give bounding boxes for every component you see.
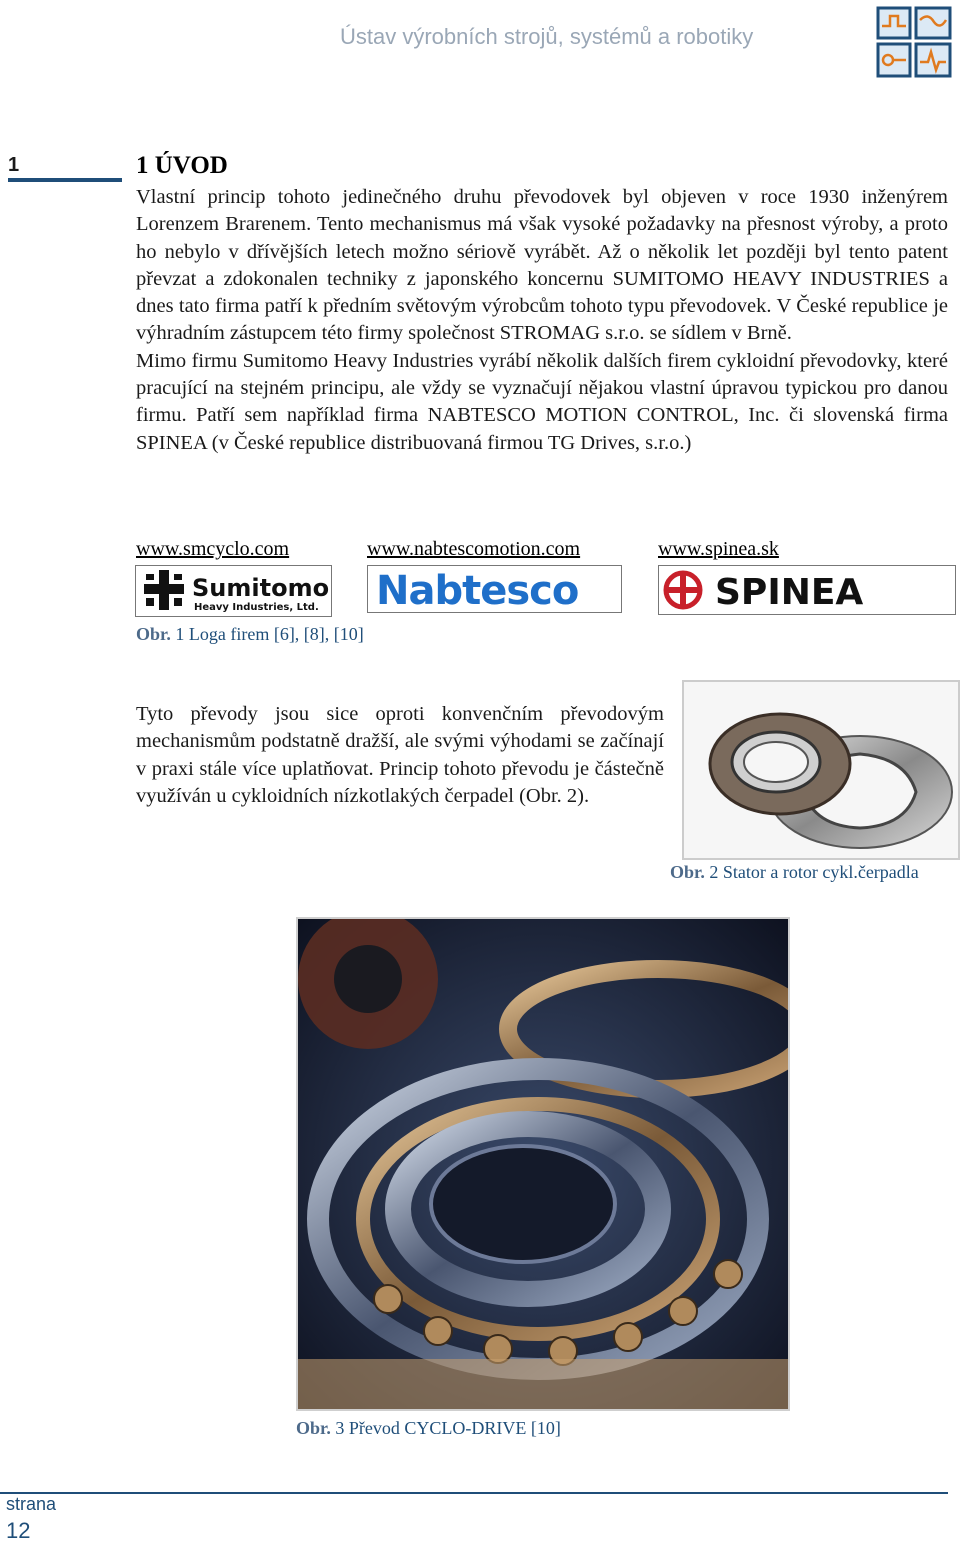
chapter-heading: 1 ÚVOD <box>136 152 228 179</box>
spinea-logo-text: SPINEA <box>715 572 864 613</box>
figure2-caption <box>670 862 919 883</box>
figure3-text: 3 Převod CYCLO-DRIVE [10] <box>335 1418 561 1438</box>
sumitomo-logo-subtitle: Heavy Industries, Ltd. <box>194 602 319 613</box>
paragraph-2: Mimo firmu Sumitomo Heavy Industries vyrábí několik dalších firem cykloidní převodovky, které pracující na stejném principu, ale vždy se vyznačují nějakou vlastní úpravou typickou pro danou firmu. Patří sem například firma NABTESCO MOTION CONTROL, Inc. či slovenská firma SPINEA (v České republice distribuovaná firmou TG Drives, s.r.o.) <box>136 349 948 454</box>
footer-page-number: 12 <box>6 1518 31 1543</box>
figure3-caption <box>296 1418 561 1439</box>
sumitomo-logo-text: Sumitomo <box>192 574 330 602</box>
figure1-label: Obr. <box>136 624 171 644</box>
nabtesco-link[interactable]: www.nabtescomotion.com <box>367 538 581 560</box>
sumitomo-link[interactable]: www.smcyclo.com <box>136 538 290 560</box>
nabtesco-logo <box>367 565 622 613</box>
intro-text <box>136 184 948 457</box>
paragraph-1: Vlastní princip tohoto jedinečného druhu převodovek byl objeven v roce 1930 inženýrem Lorenzem Brarenem. Tento mechanismus má však vysoké požadavky na přesnost výroby, a proto ho nebylo v dřívějších letech možno sériově vyrábět. Až o několik let později byl tento patent převzat a zdokonalen techniky z japonského koncernu SUMITOMO HEAVY INDUSTRIES a dnes tato firma patří k předním světovým výrobcům tohoto typu převodovek. V České republice je výhradním zástupcem této firmy společnost STROMAG s.r.o. se sídlem v Brně. <box>136 186 948 345</box>
figure1-text: 1 Loga firem [6], [8], [10] <box>175 624 364 644</box>
spinea-link[interactable]: www.spinea.sk <box>658 538 779 560</box>
header-title: Ústav výrobních strojů, systémů a robotiky <box>340 24 754 49</box>
nabtesco-logo-text: Nabtesco <box>376 568 579 612</box>
cyclo-drive-photo <box>296 917 790 1411</box>
figure3-label: Obr. <box>296 1418 331 1438</box>
sumitomo-logo <box>135 565 332 617</box>
figure1-caption <box>136 624 364 645</box>
chapter-number: 1 <box>8 154 20 176</box>
footer-page-label: strana <box>6 1494 57 1514</box>
figure2-text: 2 Stator a rotor cykl.čerpadla <box>709 862 919 882</box>
chapter-bar <box>8 178 122 182</box>
figure2-label: Obr. <box>670 862 705 882</box>
paragraph-3: Tyto převody jsou sice oproti konvenčním převodovým mechanismům podstatně dražší, ale svými výhodami se začínají v praxi stále více uplatňovat. Princip tohoto převodu je částečně využíván u cykloidních nízkotlakých čerpadel (Obr. 2). <box>136 703 664 807</box>
institute-logo-icon <box>876 6 952 78</box>
pump-photo <box>682 680 960 860</box>
footer-divider <box>0 1492 948 1494</box>
spinea-logo <box>658 565 956 615</box>
